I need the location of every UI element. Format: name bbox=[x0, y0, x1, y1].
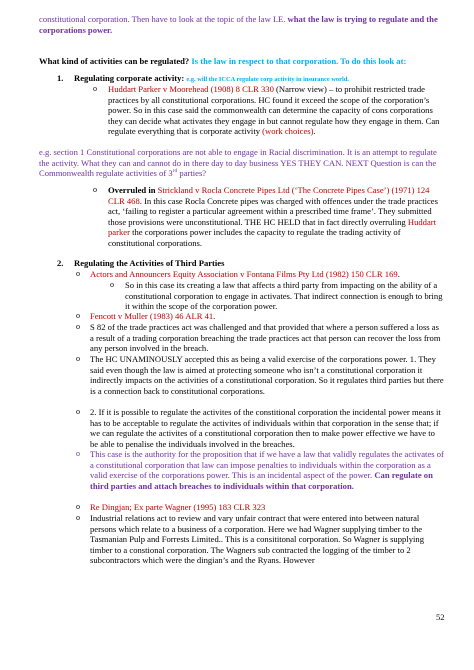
section-2-title: Regulating the Activities of Third Parties bbox=[74, 258, 225, 268]
s82-paragraph: S 82 of the trade practices act was challenged and that provided that where a person suffered a loss as a result of a trading corporation breaching the trade practices act that person can recover the loss from any person involved in the breach. bbox=[90, 322, 441, 354]
bullet-icon: o bbox=[76, 449, 80, 458]
page-number: 52 bbox=[436, 612, 445, 622]
authority-bold-text: Can regulate on third parties and attach breaches to individuals within that corporation. bbox=[90, 470, 433, 491]
overruled-paragraph bbox=[108, 185, 444, 249]
bullet-icon: o bbox=[76, 502, 80, 511]
bullet-icon: o bbox=[76, 269, 80, 278]
bullet-icon: o bbox=[76, 354, 80, 363]
case-fencott-muller: Fencott v Muller (1983) 46 ALR 41 bbox=[90, 311, 214, 321]
huddart-parker-paragraph bbox=[108, 84, 444, 137]
authority-paragraph bbox=[90, 449, 444, 491]
huddart-parker-end: . bbox=[313, 126, 316, 137]
bullet-icon: o bbox=[76, 513, 80, 522]
section-1-note: e.g. will the ICCA regulate corp activity in insurance world. bbox=[186, 76, 349, 83]
overruled-body: . In this case Rocla Concrete pipes was charged with offences under the trade practices act, ‘failing to register a particular agreement within a prescribed time frame’. They submitted those provisions were unconstitutional. THE HC HELD that in fact directly overruling bbox=[108, 195, 438, 227]
case-huddart-parker-ref: Huddart parker bbox=[108, 216, 437, 238]
section-1-title: Regulating corporate activity: bbox=[74, 73, 187, 83]
intro-paragraph bbox=[39, 14, 443, 35]
racial-text-end: parties? bbox=[177, 168, 207, 179]
question-text: What kind of activities can be regulated? bbox=[39, 56, 192, 66]
section-1-number: 1. bbox=[57, 73, 64, 83]
bullet-icon: o bbox=[76, 311, 80, 320]
fencott-case-paragraph bbox=[90, 311, 444, 322]
question-paragraph bbox=[39, 56, 443, 67]
actors-case-paragraph bbox=[90, 269, 444, 280]
hc-unanimous-paragraph: The HC UNAMINOUSLY accepted this as being a valid exercise of the corporations power. 1. They said even though the law is aimed at protecting someone who isn’t a constitutional corporation it indirectly impacts on the activities of a constitutional corporation. So it regulates third parties but there is a connection back to constitutional corporations. bbox=[90, 354, 444, 396]
section-2-number: 2. bbox=[57, 258, 64, 268]
bullet-icon: o bbox=[93, 84, 97, 93]
industrial-relations-paragraph: Industrial relations act to review and vary unfair contract that were entered into between natural persons which relate to a business of a corporation. Here we had Wagner supplying timber to the Tasmanian Pulp and Forrests Limited.. This is a consititonal corporation. So Wagner is supplying timber to a constional corporation. The Wagners sub contracted the logging of the timber to 2 subcontractors which were the dingian’s and the Ryans. However bbox=[90, 513, 424, 566]
actors-explanation: So in this case its creating a law that affects a third party from impacting on the ability of a constitutional corporation to engage in activates. That indirect connection is enough to bring it within the scope of the corporation power. bbox=[125, 280, 443, 312]
case-huddart-parker: Huddart Parker v Moorehead (1908) 8 CLR 330 bbox=[108, 84, 274, 94]
case-actors-announcers: Actors and Announcers Equity Association v Fontana Films Pty Ltd (1982) 150 CLR 169 bbox=[90, 269, 398, 279]
case-re-dingjan: Re Dingjan; Ex parte Wagner (1995) 183 CLR 323 bbox=[90, 502, 266, 512]
authority-text: This case is the authority for the proposition that if we have a law that validly regulates the activates of a constitutional corporation that law can impose penalties to individuals within the corporation as a valid exercise of the corporations power. This is an incidental aspect of the power. bbox=[90, 449, 444, 481]
huddart-parker-body: (Narrow view) – to prohibit restricted trade practices by all constitutional corporations. HC found it exceed the scope of the corporation’s power. So in this case said the commonwealth can determine the capacity of cons corporations they can decide what activates they engage in but cannot regulate how they engage in them. Can regulate everything that is corporate activity bbox=[108, 84, 440, 137]
overruled-body-end: the corporations power includes the capacity to regulate the trading activity of constitutional corporations. bbox=[108, 227, 401, 248]
bullet-icon: o bbox=[110, 280, 114, 289]
intro-bold-text: what the law is trying to regulate and the corporations power. bbox=[39, 14, 438, 35]
bullet-icon: o bbox=[76, 322, 80, 331]
bullet-icon: o bbox=[93, 185, 97, 194]
question-cyan-text: Is the law in respect to that corporation. To do this look at: bbox=[191, 56, 407, 66]
fencott-case-end: . bbox=[213, 311, 216, 321]
racial-discrimination-paragraph bbox=[39, 147, 443, 179]
incidental-power-paragraph: 2. If it is possible to regulate the activites of the constitional corporation the incidental power means it has to be acceptable to regulate the activites of individuals within that corporation in the sense that; if we can regulate the activites of a constitutional corporation then to make power effective we have to be able to penalise the individuals involved in the breaches. bbox=[90, 407, 441, 449]
case-strickland: Strickland v Rocla Concrete Pipes Ltd (‘The Concrete Pipes Case’) (1971) 124 CLR 468 bbox=[108, 185, 430, 206]
actors-case-end: . bbox=[397, 269, 400, 279]
bullet-icon: o bbox=[76, 407, 80, 416]
racial-text: e.g. section 1 Constitutional corporations are not able to engage in Racial discrimination. It is an attempt to regulate the activity. What they can and cannot do in there day to day business YES THEY CAN. NEXT Question is can the Commonwealth regulate activities of 3 bbox=[39, 147, 437, 179]
overruled-label: Overruled in bbox=[108, 185, 158, 195]
intro-text: constitutional corporation. Then have to look at the topic of the law I.E. bbox=[39, 14, 288, 24]
work-choices-note: (work choices) bbox=[262, 126, 314, 137]
racial-superscript: rd bbox=[172, 168, 178, 175]
